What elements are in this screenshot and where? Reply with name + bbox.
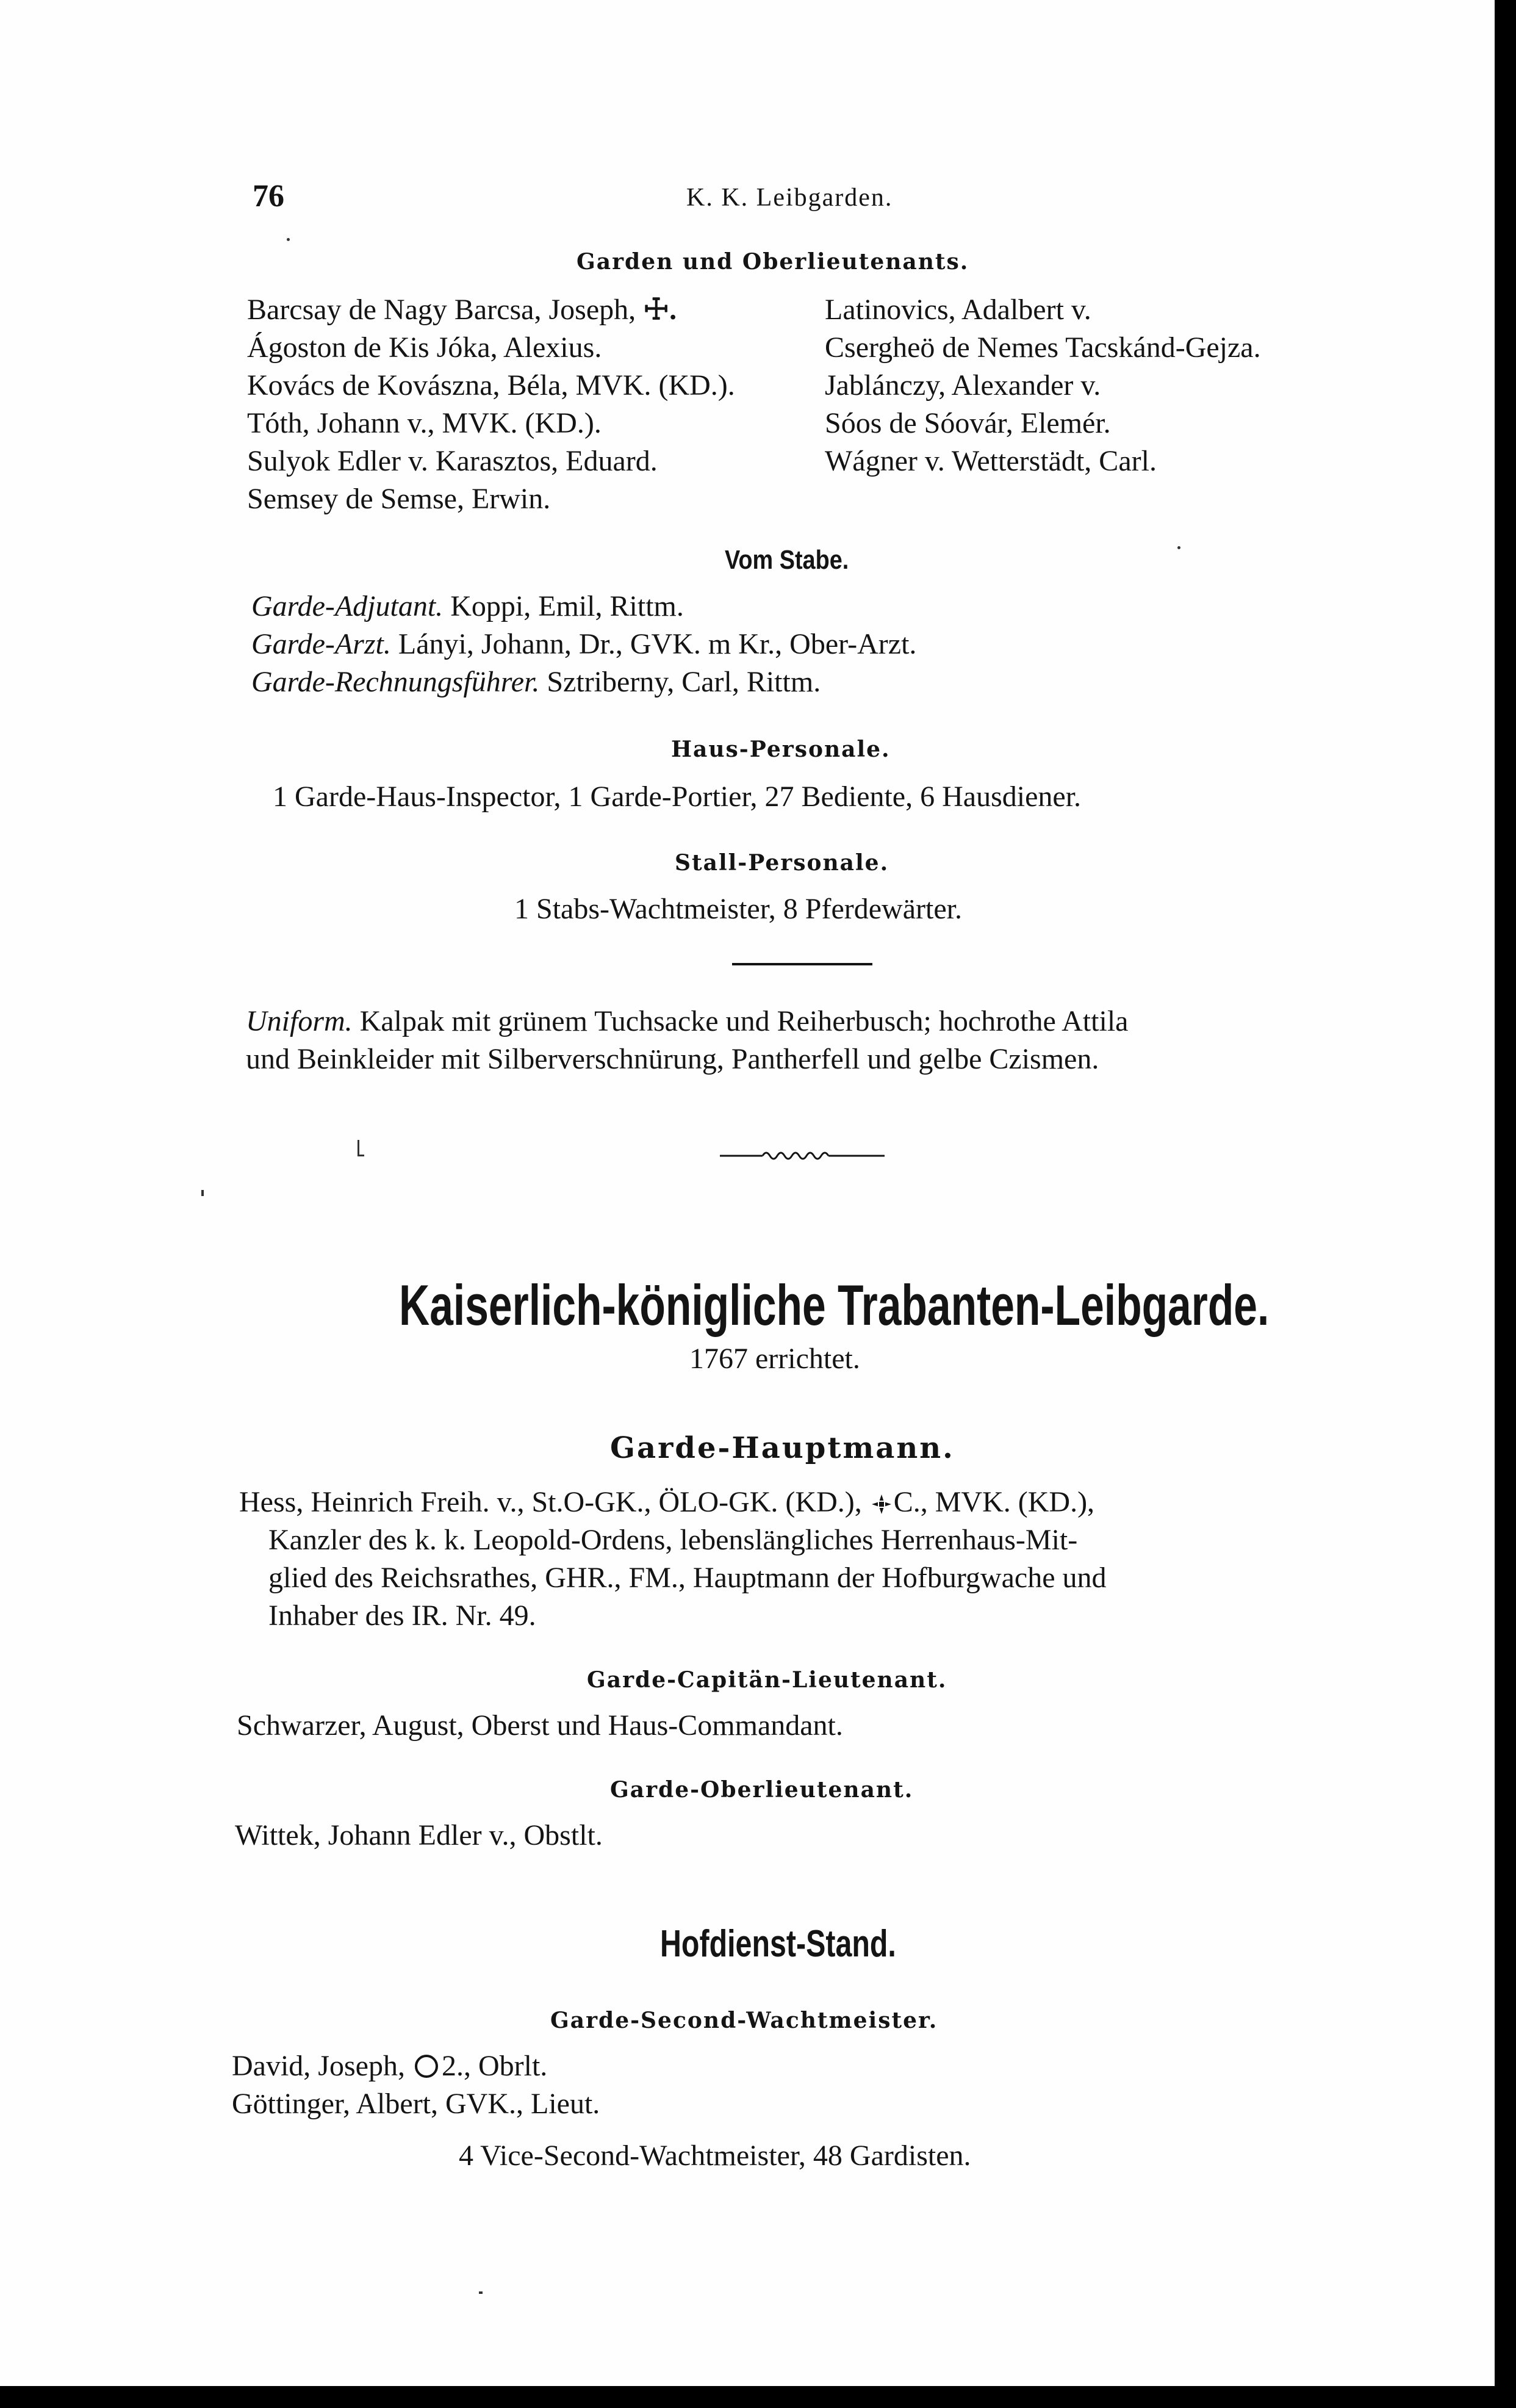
cross-icon: ☩. [643, 294, 677, 326]
section-divider [732, 963, 872, 965]
list-item: Latinovics, Adalbert v. [825, 294, 1091, 326]
capitan-heading: Garde-Capitän-Lieutenant. [587, 1667, 947, 1693]
ink-speck [201, 1190, 204, 1196]
stall-heading: Stall-Personale. [675, 850, 889, 876]
hofdienst-title: Hofdienst-Stand. [660, 1923, 896, 1965]
ink-speck [357, 1140, 364, 1156]
hauptmann-heading: Garde-Hauptmann. [610, 1431, 955, 1465]
running-title: K. K. Leibgarden. [686, 184, 893, 212]
trabanten-title: Kaiserlich-königliche Trabanten-Leibgarde. [399, 1273, 1270, 1337]
hauptmann-paragraph: Hess, Heinrich Freih. v., St.O-GK., ÖLO-GK. (KD.), C., MVK. (KD.), Kanzler des k. k. Leopold-Ordens, lebenslängliches Herrenhaus-Mit- glied des Reichsrathes, GHR., FM., Hauptmann der Hofburgwache und Inhaber des IR. Nr. 49. [239, 1486, 1107, 1632]
stabe-entries [251, 588, 916, 701]
list-item: Garde-Arzt. Lányi, Johann, Dr., GVK. m Kr., Ober-Arzt. [251, 628, 917, 660]
list-item: Ágoston de Kis Jóka, Alexius. [247, 331, 602, 364]
page-number: 76 [253, 179, 284, 214]
list-item: Kovács de Kovászna, Béla, MVK. (KD.). [247, 369, 735, 402]
capitan-text: Schwarzer, August, Oberst und Haus-Commandant. [237, 1709, 843, 1742]
list-item: Tóth, Johann v., MVK. (KD.). [247, 407, 602, 439]
trabanten-founded: 1767 errichtet. [689, 1343, 860, 1375]
ink-speck [1177, 546, 1180, 549]
list-item: Semsey de Semse, Erwin. [247, 483, 551, 515]
order-cross-icon [871, 1493, 893, 1515]
list-item: Csergheö de Nemes Tacskánd-Gejza. [825, 331, 1261, 364]
haus-heading: Haus-Personale. [671, 737, 891, 762]
list-item: Sóos de Sóovár, Elemér. [825, 407, 1111, 439]
stabe-heading: Vom Stabe. [725, 545, 849, 575]
list-item: David, Joseph, 2., Obrlt. [232, 2050, 548, 2082]
garden-right-column [825, 291, 1261, 480]
stall-text: 1 Stabs-Wachtmeister, 8 Pferdewärter. [514, 893, 962, 925]
ink-speck [479, 2291, 483, 2294]
circle-order-icon [415, 2055, 438, 2078]
list-item: Göttinger, Albert, GVK., Lieut. [232, 2088, 600, 2120]
garden-left-column [247, 291, 735, 518]
list-item: Jablánczy, Alexander v. [825, 369, 1101, 402]
list-item: Sulyok Edler v. Karasztos, Eduard. [247, 445, 658, 477]
hofdienst-entries [232, 2047, 600, 2123]
list-item: Barcsay de Nagy Barcsa, Joseph, ☩. [247, 294, 677, 326]
list-item: Garde-Adjutant. Koppi, Emil, Rittm. [251, 590, 684, 622]
uniform-paragraph: Uniform. Kalpak mit grünem Tuchsacke und Reiherbusch; hochrothe Attila und Beinkleider mit Silberverschnürung, Pantherfell und gelbe Czismen. [246, 1005, 1129, 1075]
garden-heading: Garden und Oberlieutenants. [577, 249, 969, 275]
hofdienst-heading: Garde-Second-Wachtmeister. [550, 2008, 938, 2033]
list-item: Garde-Rechnungsführer. Sztriberny, Carl, Rittm. [251, 666, 821, 698]
haus-text: 1 Garde-Haus-Inspector, 1 Garde-Portier, 27 Bediente, 6 Hausdiener. [273, 780, 1082, 813]
wavy-divider [720, 1147, 885, 1162]
oberlieutenant-heading: Garde-Oberlieutenant. [610, 1777, 914, 1803]
list-item: Wágner v. Wetterstädt, Carl. [825, 445, 1157, 477]
oberlieutenant-text: Wittek, Johann Edler v., Obstlt. [235, 1819, 603, 1851]
ink-speck [287, 238, 290, 241]
hofdienst-summary: 4 Vice-Second-Wachtmeister, 48 Gardisten. [459, 2139, 971, 2172]
